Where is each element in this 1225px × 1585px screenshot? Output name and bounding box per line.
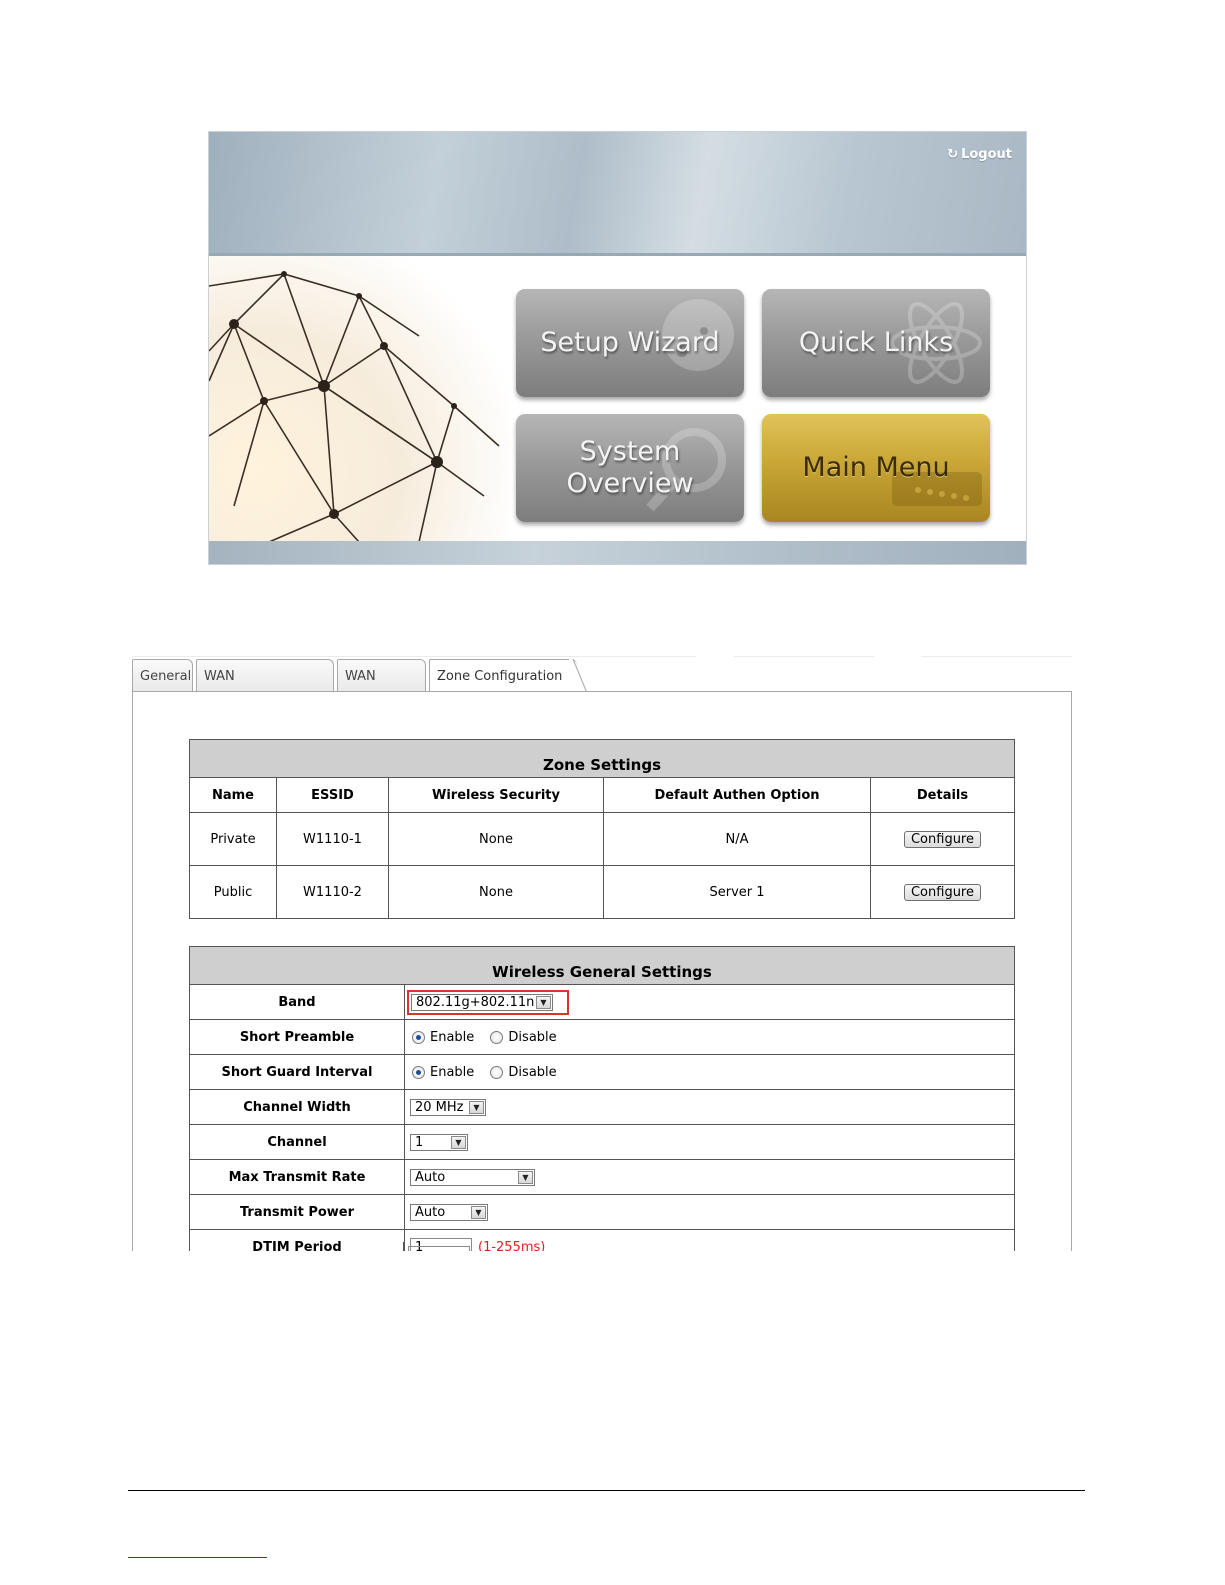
system-overview-label xyxy=(516,414,744,522)
settings-row-short-preamble xyxy=(190,1020,1015,1055)
tab-bar-top-line xyxy=(132,656,1072,657)
configure-button-private[interactable]: Configure xyxy=(904,831,981,848)
tab-general[interactable]: General xyxy=(132,659,193,692)
tab-wan-configuration[interactable]: WAN xyxy=(196,659,334,692)
transmit-power-select[interactable] xyxy=(410,1204,488,1221)
wireless-general-settings-table xyxy=(189,946,1015,1251)
footer-link-underline xyxy=(128,1557,267,1558)
portal-body xyxy=(209,256,1026,542)
dtim-period-range-hint: (1-255ms) xyxy=(478,1239,546,1251)
portal-footer-bar xyxy=(209,541,1026,564)
zone-security: None xyxy=(389,813,604,866)
table-row xyxy=(190,813,1015,866)
zone-settings-title: Zone Settings xyxy=(190,740,1015,778)
channel-width-value: 20 MHz xyxy=(415,1099,464,1115)
chevron-down-icon: ▼ xyxy=(536,996,551,1009)
max-transmit-rate-value: Auto xyxy=(415,1169,446,1185)
table-row xyxy=(190,866,1015,919)
zone-essid: W1110-1 xyxy=(277,813,389,866)
truncated-table-row xyxy=(189,1239,1015,1251)
zone-details-cell xyxy=(871,813,1015,866)
zone-security: None xyxy=(389,866,604,919)
dtim-period-input[interactable]: 1 xyxy=(410,1238,472,1252)
band-highlight-box xyxy=(407,990,569,1015)
max-transmit-rate-label: Max Transmit Rate xyxy=(190,1160,405,1195)
geodesic-globe-graphic xyxy=(209,256,509,542)
chevron-down-icon: ▼ xyxy=(471,1206,486,1219)
short-preamble-disable-radio[interactable] xyxy=(490,1031,503,1044)
settings-row-channel xyxy=(190,1125,1015,1160)
band-select[interactable] xyxy=(411,994,553,1011)
logout-link[interactable] xyxy=(947,147,1012,162)
col-header-name: Name xyxy=(190,778,277,813)
short-guard-enable-label: Enable xyxy=(430,1064,475,1080)
zone-authen: N/A xyxy=(604,813,871,866)
main-menu-label: Main Menu xyxy=(802,452,950,484)
tab-wan-traffic[interactable]: WAN xyxy=(337,659,426,692)
config-screenshot xyxy=(132,656,1074,1251)
short-guard-disable-radio[interactable] xyxy=(490,1066,503,1079)
settings-row-band xyxy=(190,985,1015,1020)
settings-row-max-transmit-rate xyxy=(190,1160,1015,1195)
short-guard-disable-label: Disable xyxy=(508,1064,557,1080)
max-transmit-rate-select[interactable] xyxy=(410,1169,535,1186)
channel-value: 1 xyxy=(415,1134,424,1150)
dtim-period-label: DTIM Period xyxy=(190,1230,405,1252)
short-preamble-disable-label: Disable xyxy=(508,1029,557,1045)
settings-row-transmit-power xyxy=(190,1195,1015,1230)
portal-header-banner xyxy=(209,132,1026,256)
short-preamble-enable-radio[interactable] xyxy=(412,1031,425,1044)
configure-button-public[interactable]: Configure xyxy=(904,884,981,901)
transmit-power-value: Auto xyxy=(415,1204,446,1220)
system-overview-line2: Overview xyxy=(566,468,694,499)
logout-label: Logout xyxy=(961,147,1012,162)
transmit-power-label: Transmit Power xyxy=(190,1195,405,1230)
col-header-essid: ESSID xyxy=(277,778,389,813)
zone-details-cell xyxy=(871,866,1015,919)
tab-bar xyxy=(132,656,1074,692)
col-header-details: Details xyxy=(871,778,1015,813)
short-guard-enable-radio[interactable] xyxy=(412,1066,425,1079)
channel-select[interactable] xyxy=(410,1134,468,1151)
wireless-general-settings-title: Wireless General Settings xyxy=(190,947,1015,985)
chevron-down-icon: ▼ xyxy=(518,1171,533,1184)
zone-settings-table xyxy=(189,739,1015,919)
short-preamble-label: Short Preamble xyxy=(190,1020,405,1055)
truncated-input xyxy=(408,1246,470,1251)
panel-top-border xyxy=(133,691,429,692)
zone-name: Public xyxy=(190,866,277,919)
zone-authen: Server 1 xyxy=(604,866,871,919)
channel-width-select[interactable] xyxy=(410,1099,486,1116)
zone-essid: W1110-2 xyxy=(277,866,389,919)
settings-row-channel-width xyxy=(190,1090,1015,1125)
band-select-value: 802.11g+802.11n xyxy=(416,994,535,1010)
cell-divider xyxy=(403,1242,404,1251)
col-header-default-authen-option: Default Authen Option xyxy=(604,778,871,813)
chevron-down-icon: ▼ xyxy=(451,1136,466,1149)
tab-zone-edge xyxy=(569,659,587,693)
logout-icon: ↻ xyxy=(947,147,959,162)
short-preamble-enable-label: Enable xyxy=(430,1029,475,1045)
quick-links-label: Quick Links xyxy=(798,327,954,359)
quick-links-tile[interactable] xyxy=(762,289,990,397)
tab-zone-configuration[interactable]: Zone Configuration xyxy=(429,659,577,694)
band-label: Band xyxy=(190,985,405,1020)
setup-wizard-tile[interactable] xyxy=(516,289,744,397)
short-guard-interval-label: Short Guard Interval xyxy=(190,1055,405,1090)
channel-width-label: Channel Width xyxy=(190,1090,405,1125)
portal-screenshot xyxy=(208,131,1027,565)
col-header-wireless-security: Wireless Security xyxy=(389,778,604,813)
channel-label: Channel xyxy=(190,1125,405,1160)
zone-name: Private xyxy=(190,813,277,866)
chevron-down-icon: ▼ xyxy=(469,1101,484,1114)
main-menu-tile[interactable] xyxy=(762,414,990,522)
system-overview-line1: System xyxy=(579,436,681,468)
settings-row-short-guard-interval xyxy=(190,1055,1015,1090)
system-overview-tile[interactable] xyxy=(516,414,744,522)
page-footer-rule xyxy=(128,1490,1085,1491)
setup-wizard-label: Setup Wizard xyxy=(540,327,720,359)
